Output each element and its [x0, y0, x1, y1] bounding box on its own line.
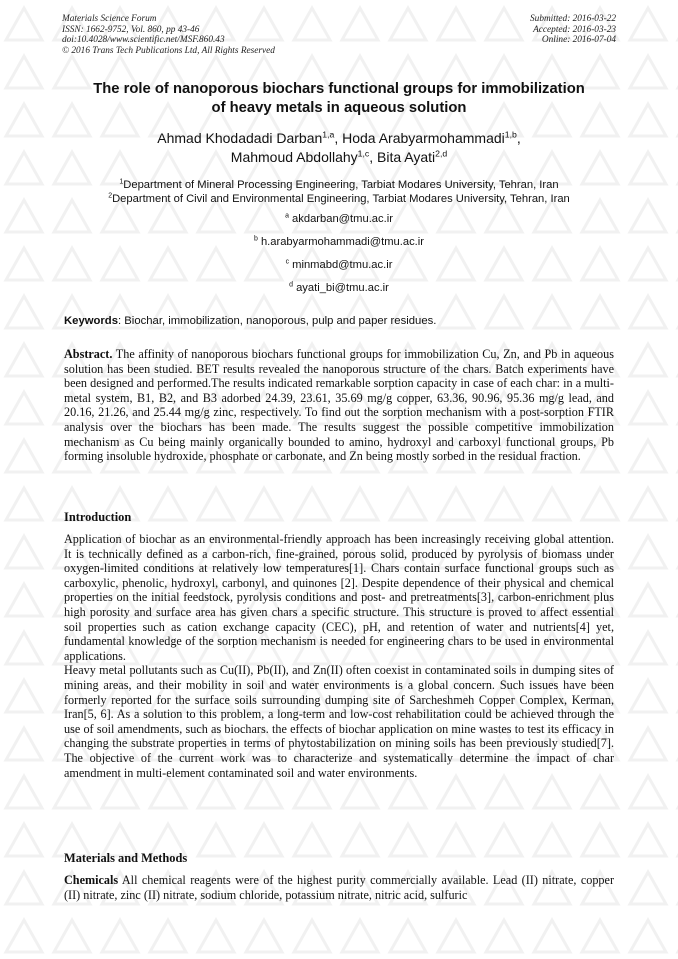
abstract-text: The affinity of nanoporous biochars functional groups for immobilization Cu, Zn, and Pb in aqueous solution has been studied. BET results revealed the nanoporous structure of the chars. Batch experiments have been designed and performed.The results indicated remarkable sorption capacity in case of each char: in a multi-metal system, B1, B2, and B3 adorbed 24.39, 23.61, 35.69 mg/g copper, 63.36, 90.96, 95.36 mg/g lead, and 20.16, 21.26, and 25.44 mg/g zinc, respectively. To find out the sorption mechanism with a post-sorption FTIR analysis over the biochars has been made. The results suggest the possible competitive immobilization mechanism as Cu being mainly organically bounded to amino, hydroxyl and carboxyl functional groups, Pb forming insoluble hydroxide, phosphate or carbonate, and Zn being mostly sorbed in the residual fraction. [64, 347, 614, 464]
chemicals-text: All chemical reagents were of the highest purity commercially available. Lead (II) nitrate, copper (II) nitrate, zinc (II) nitrate, sodium chloride, potassium nitrate, nitric acid, sulfuric [64, 873, 614, 902]
title-line-2: of heavy metals in aqueous solution [211, 100, 467, 116]
affiliation-text: Department of Civil and Environmental Engineering, Tarbiat Modares University, Tehran, Iran [112, 193, 570, 205]
email-sup: b [253, 235, 258, 243]
author-line-2: Mahmoud Abdollahy$^{1,c}$, Bita Ayati$^{2,d}$ [230, 148, 448, 165]
author-sup: 1,a [322, 129, 335, 140]
author-name: Bita Ayati [377, 149, 436, 165]
email-text[interactable]: akdarban@tmu.ac.ir [292, 213, 393, 225]
author-list [40, 129, 638, 167]
author-sup: 1,b [504, 129, 517, 140]
intro-paragraph-1: Application of biochar as an environmental-friendly approach has been increasingly receiving global attention. It is technically defined as a carbon-rich, fine-grained, porous solid, produced by pyrolysis of biomass under oxygen-limited conditions at relatively low temperatures[1]. Chars contain surface functional groups such as carboxylic, phenolic, hydroxyl, carbonyl, and quinones [2]. Despite dependence of their physical and chemical properties on the initial feedstock, pyrolysis conditions and post- and pretreatments[3], carbon-enrichment plus high porosity and surface area has given chars a specific structure. This structure is proved to affect essential soil properties such as cation exchange capacity (CEC), pH, and retention of water and nutrients[4] yet, fundamental knowledge of the sorption mechanism is needed for engineering chars to be used in environmental applications. [64, 532, 614, 663]
email-c [40, 258, 638, 281]
author-line-1: Ahmad Khodadadi Darban$^{1,a}$, Hoda Arabyarmohammadi$^{1,b}$, [157, 129, 521, 146]
email-a [40, 212, 638, 235]
abstract-label: Abstract. [64, 347, 113, 361]
author-name: Hoda Arabyarmohammadi [342, 130, 505, 146]
email-text[interactable]: h.arabyarmohammadi@tmu.ac.ir [260, 236, 425, 248]
keywords [64, 314, 614, 328]
email-sup: a [285, 212, 289, 220]
affiliation-text: Department of Mineral Processing Engineering, Tarbiat Modares University, Tehran, Iran [123, 179, 559, 191]
chemicals-label: Chemicals [64, 873, 119, 887]
chemicals-paragraph [64, 873, 614, 902]
issn-info: ISSN: 1662-9752, Vol. 860, pp 43-46 [62, 24, 200, 35]
paper-title [40, 80, 638, 118]
title-line-1: The role of nanoporous biochars functional groups for immobilization [93, 81, 585, 97]
email-sup: d [289, 281, 293, 289]
email-sup: c [285, 258, 290, 266]
affiliation-2 [40, 192, 638, 206]
intro-paragraph-2: Heavy metal pollutants such as Cu(II), Pb(II), and Zn(II) often coexist in contaminated soils in dumping sites of mining areas, and their mobility in soil and water environments is a global concern. Such issues have been formerly reported for the surface soils surrounding dumping site of Sarcheshmeh Copper Complex, Kerman, Iran[5, 6]. As a solution to this problem, a long-term and low-cost rehabilitation could be achieved through the use of soil amendments, such as biochars. the effects of biochar application on mine wastes to test its efficacy in changing the substrate properties in terms of phytostabilization on mining soils has been previously studied[7]. The objective of the current work was to characterize and systematically determine the impact of char amendment in multi-element contaminated soil and water environments. [64, 663, 614, 780]
affiliation-sup: 2 [108, 192, 113, 200]
abstract [64, 347, 614, 464]
publication-info [62, 14, 275, 56]
email-list [40, 212, 638, 304]
copyright-info: © 2016 Trans Tech Publications Ltd, All Rights Reserved [62, 45, 275, 56]
keywords-label: Keywords [64, 315, 118, 327]
introduction-heading: Introduction [64, 510, 132, 524]
affiliation-sup: 1 [119, 178, 124, 186]
dates-info [530, 14, 616, 46]
methods-heading: Materials and Methods [64, 851, 188, 865]
journal-name: Materials Science Forum [62, 14, 157, 24]
author-name: Ahmad Khodadadi Darban [157, 130, 323, 146]
online-date: Online: 2016-07-04 [541, 35, 616, 46]
email-d [40, 281, 638, 304]
author-sup: 1,c [357, 148, 370, 159]
affiliation-1 [40, 178, 638, 192]
keywords-text: : Biochar, immobilization, nanoporous, pulp and paper residues. [118, 315, 437, 327]
author-name: Mahmoud Abdollahy [230, 149, 358, 165]
submitted-date: Submitted: 2016-03-22 [530, 14, 616, 24]
accepted-date: Accepted: 2016-03-23 [533, 24, 616, 35]
doi-info: doi:10.4028/www.scientific.net/MSF.860.43 [62, 35, 225, 46]
author-sup: 2,d [435, 148, 448, 159]
email-text[interactable]: minmabd@tmu.ac.ir [292, 259, 393, 271]
email-text[interactable]: ayati_bi@tmu.ac.ir [296, 282, 389, 294]
email-b [40, 235, 638, 258]
introduction-body [64, 532, 614, 780]
affiliations [40, 178, 638, 206]
